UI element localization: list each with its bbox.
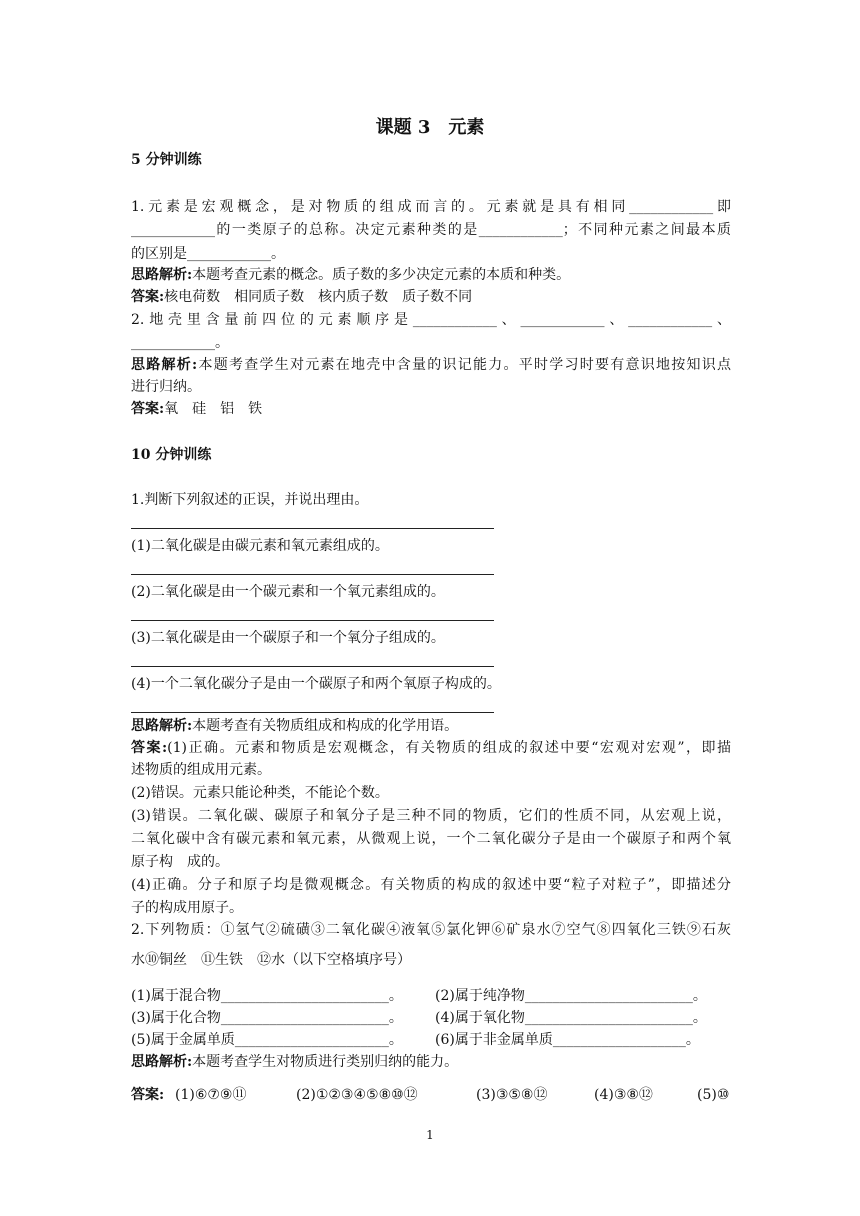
answer-rule (131, 528, 494, 529)
p1-answer-4: (4)正确。分子和原子均是微观概念。有关物质的构成的叙述中要“粒子对粒子”，即描述分 (131, 877, 731, 893)
q1-analysis (131, 265, 731, 285)
q1-line-2: ____________的一类原子的总称。决定元素种类的是____________；不同种元素之间最本质 (131, 222, 731, 238)
p2-answer-5: (5)⑩ (697, 1087, 730, 1103)
q1-line-3: 的区别是____________。 (131, 246, 285, 262)
p2-fill-1: (1)属于混合物________________________。 (131, 988, 403, 1004)
answer-text: (1)正确。元素和物质是宏观概念，有关物质的组成的叙述中要“宏观对宏观”，即描 (167, 740, 731, 756)
p1-answer-1 (131, 738, 731, 758)
section-heading-10min: 10 分钟训练 (131, 447, 212, 463)
p2-fill-5: (5)属于金属单质______________________。 (131, 1032, 403, 1048)
q2-line-2: ____________。 (131, 335, 229, 351)
answer-rule (131, 666, 494, 667)
p1-answer-3: (3)错误。二氧化碳、碳原子和氧分子是三种不同的物质，它们的性质不同，从宏观上说， (131, 808, 731, 824)
page-title: 课题 3 元素 (375, 117, 485, 138)
answer-rule (131, 620, 494, 621)
section-heading-5min: 5 分钟训练 (131, 152, 202, 168)
analysis-label: 思路解析: (131, 718, 193, 734)
p2-answer-1: (1)⑥⑦⑨⑪ (175, 1087, 247, 1103)
p2-answer-4: (4)③⑧⑫ (594, 1087, 653, 1103)
q1-answer (131, 287, 731, 307)
p1-answer-3-end: 原子构 成的。 (131, 854, 229, 870)
answer-rule (131, 712, 494, 713)
p2-fill-3: (3)属于化合物________________________。 (131, 1010, 403, 1026)
analysis-label: 思路解析: (131, 1054, 193, 1070)
analysis-label: 思路解析: (131, 267, 193, 283)
p1-statement-4: (4)一个二氧化碳分子是由一个碳原子和两个氧原子构成的。 (131, 676, 501, 692)
p1-answer-4-cont: 子的构成用原子。 (131, 900, 243, 916)
p1-answer-2: (2)错误。元素只能论种类，不能论个数。 (131, 785, 389, 801)
p1-stem: 1.判断下列叙述的正误，并说出理由。 (131, 492, 369, 508)
p2-answer-3: (3)③⑤⑧⑫ (476, 1087, 548, 1103)
answer-text: 氧 硅 铝 铁 (164, 401, 263, 417)
q2-answer (131, 399, 731, 419)
analysis-text: 本题考查有关物质组成和构成的化学用语。 (192, 718, 459, 734)
q2-line-1: 2.地壳里含量前四位的元素顺序是____________、____________、____________、 (131, 312, 731, 328)
p2-answer-2: (2)①②③④⑤⑧⑩⑫ (296, 1087, 418, 1103)
p1-answer-1-cont: 述物质的组成用元素。 (131, 762, 271, 778)
answer-label: 答案: (131, 740, 168, 756)
p2-fill-4: (4)属于氧化物________________________。 (435, 1010, 707, 1026)
p1-answer-3-cont: 二氧化碳中含有碳元素和氧元素，从微观上说，一个二氧化碳分子是由一个碳原子和两个氧 (131, 831, 731, 847)
analysis-text: 本题考查学生对元素在地壳中含量的识记能力。平时学习时要有意识地按知识点 (197, 357, 732, 373)
p2-stem-cont: 水⑩铜丝 ⑪生铁 ⑫水（以下空格填序号） (131, 952, 411, 968)
p2-fill-2: (2)属于纯净物________________________。 (435, 988, 707, 1004)
page-number: 1 (426, 1128, 434, 1142)
analysis-label: 思路解析: (131, 357, 198, 373)
q2-analysis (131, 355, 731, 375)
p2-stem: 2.下列物质：①氢气②硫磺③二氧化碳④液氧⑤氯化钾⑥矿泉水⑦空气⑧四氧化三铁⑨石灰 (131, 922, 731, 938)
p1-analysis (131, 716, 731, 736)
q1-line-1: 1.元素是宏观概念，是对物质的组成而言的。元素就是具有相同____________即 (131, 199, 731, 215)
analysis-text: 本题考查学生对物质进行类别归纳的能力。 (192, 1054, 459, 1070)
p2-fill-6: (6)属于非金属单质___________________。 (435, 1032, 700, 1048)
p1-statement-1: (1)二氧化碳是由碳元素和氧元素组成的。 (131, 538, 389, 554)
q2-analysis-cont: 进行归纳。 (131, 379, 201, 395)
analysis-text: 本题考查元素的概念。质子数的多少决定元素的本质和种类。 (192, 267, 571, 283)
answer-text: 核电荷数 相同质子数 核内质子数 质子数不同 (164, 289, 473, 305)
answer-rule (131, 574, 494, 575)
p1-statement-2: (2)二氧化碳是由一个碳元素和一个氧元素组成的。 (131, 584, 445, 600)
p2-analysis (131, 1052, 731, 1072)
answer-label: 答案: (131, 1087, 165, 1103)
p1-statement-3: (3)二氧化碳是由一个碳原子和一个氧分子组成的。 (131, 630, 445, 646)
answer-label: 答案: (131, 401, 165, 417)
answer-label: 答案: (131, 289, 165, 305)
